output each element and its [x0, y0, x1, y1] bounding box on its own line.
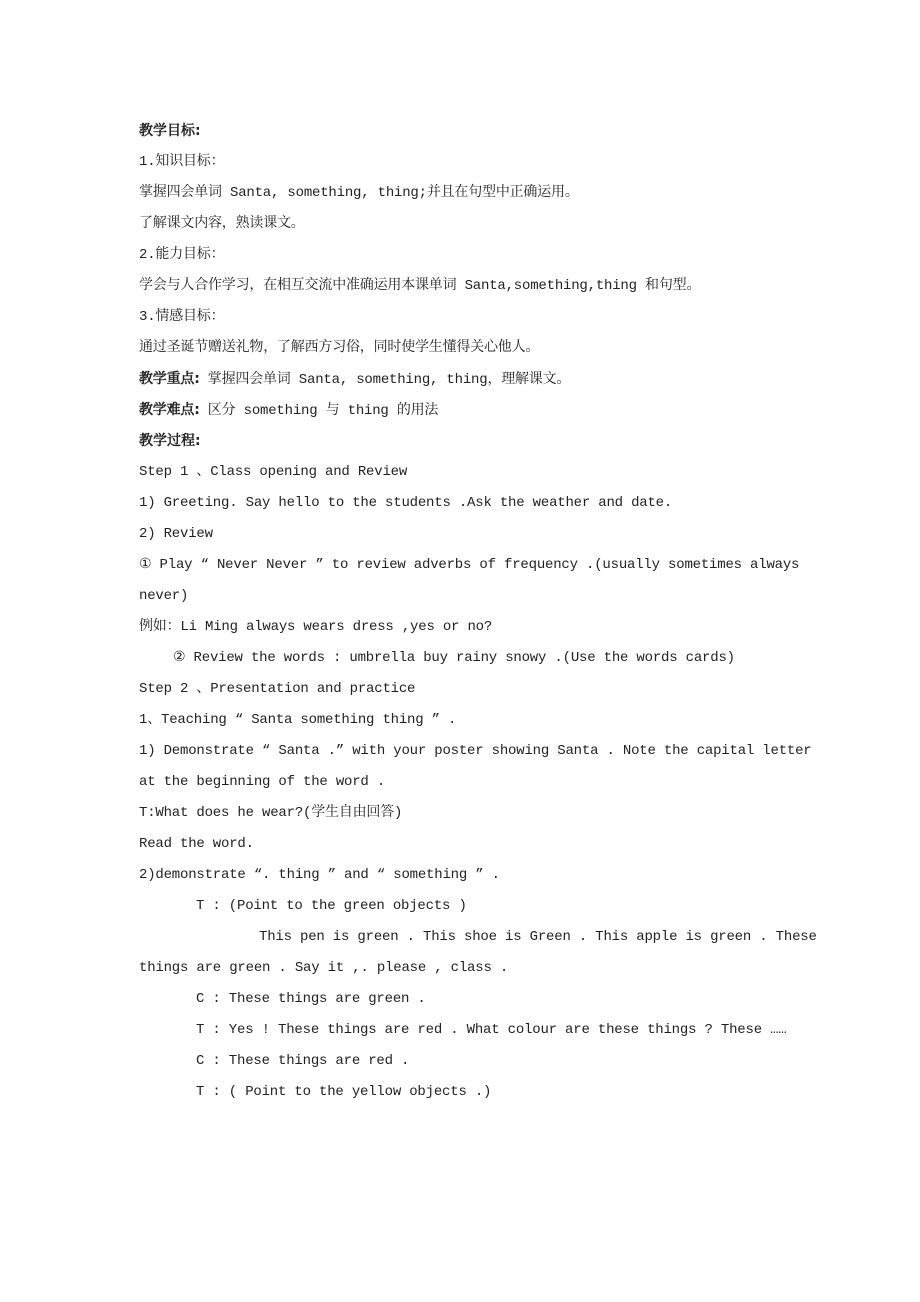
paragraph: 1、Teaching “ Santa something thing ” . — [139, 712, 457, 728]
dialogue-line: C : These things are red . — [196, 1053, 410, 1069]
difficult-points-label: 教学难点: — [139, 402, 200, 418]
step-1-title: Step 1 、Class opening and Review — [139, 464, 408, 480]
paragraph: T:What does he wear?(学生自由回答) — [139, 805, 403, 821]
subheading-emotional-objectives: 3.情感目标： — [139, 309, 225, 325]
subheading-knowledge-objectives: 1.知识目标： — [139, 154, 225, 170]
dialogue-line: This pen is green . This shoe is Green . This apple is green . These — [259, 929, 817, 945]
paragraph: 2) Review — [139, 526, 213, 542]
paragraph: 学会与人合作学习，在相互交流中准确运用本课单词 Santa,something,thing 和句型。 — [139, 278, 701, 294]
heading-teaching-objectives: 教学目标: — [139, 123, 201, 139]
dialogue-line: C : These things are green . — [196, 991, 426, 1007]
paragraph: never) — [139, 588, 189, 604]
paragraph: 1) Demonstrate “ Santa .” with your poster showing Santa . Note the capital letter — [139, 743, 812, 759]
subheading-ability-objectives: 2.能力目标： — [139, 247, 225, 263]
dialogue-line: T : ( Point to the yellow objects .) — [196, 1084, 492, 1100]
paragraph: 1) Greeting. Say hello to the students .Ask the weather and date. — [139, 495, 673, 511]
paragraph: 例如：Li Ming always wears dress ,yes or no? — [139, 619, 493, 635]
key-points — [139, 369, 570, 390]
step-2-title: Step 2 、Presentation and practice — [139, 681, 416, 697]
paragraph: 了解课文内容，熟读课文。 — [139, 216, 305, 232]
paragraph: at the beginning of the word . — [139, 774, 386, 790]
dialogue-line: T : Yes ! These things are red . What colour are these things ? These …… — [196, 1022, 787, 1038]
paragraph: 通过圣诞节赠送礼物，了解西方习俗，同时使学生懂得关心他人。 — [139, 340, 540, 356]
key-points-label: 教学重点: — [139, 371, 200, 387]
difficult-points — [139, 400, 438, 421]
dialogue-line: T : (Point to the green objects ) — [196, 898, 467, 914]
paragraph: 2)demonstrate “. thing ” and “ something ” . — [139, 867, 500, 883]
difficult-points-text: 区分 something 与 thing 的用法 — [199, 403, 439, 419]
heading-teaching-process: 教学过程: — [139, 433, 201, 449]
paragraph: ② Review the words : umbrella buy rainy snowy .(Use the words cards) — [173, 650, 735, 666]
paragraph: ① Play “ Never Never ” to review adverbs of frequency .(usually sometimes always — [139, 557, 800, 573]
paragraph: Read the word. — [139, 836, 254, 852]
paragraph: 掌握四会单词 Santa, something, thing;并且在句型中正确运用。 — [139, 185, 579, 201]
dialogue-line: things are green . Say it ,. please , class . — [139, 960, 509, 976]
key-points-text: 掌握四会单词 Santa, something, thing，理解课文。 — [199, 372, 571, 388]
